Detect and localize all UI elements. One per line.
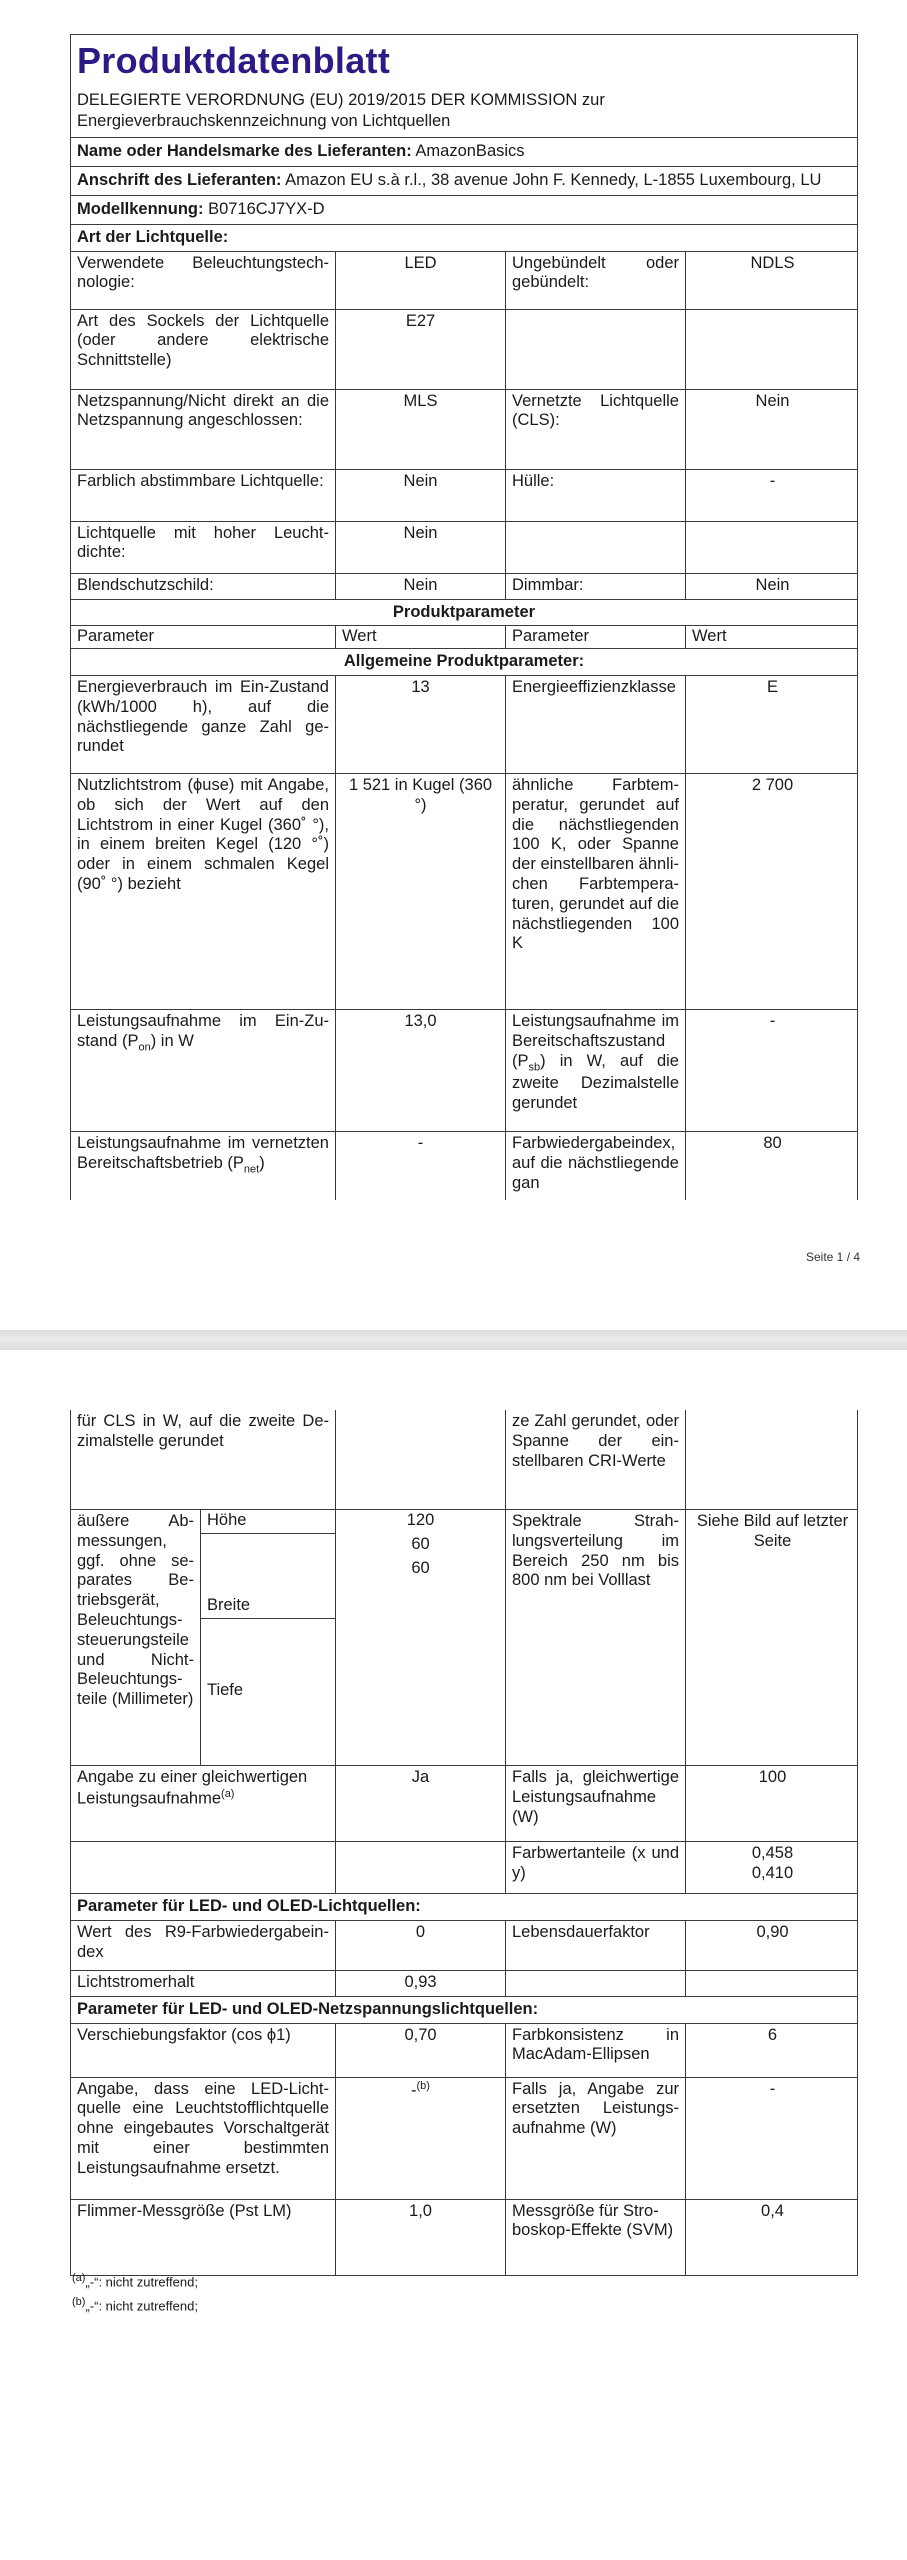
table-row bbox=[71, 522, 857, 574]
value-cell: Nein bbox=[336, 470, 506, 521]
value-cell: E bbox=[766, 678, 778, 697]
chroma-x: 0,458 bbox=[751, 1844, 794, 1862]
value-cell: Siehe Bild auf letzter Seite bbox=[696, 1512, 849, 1550]
value-cell bbox=[686, 1842, 859, 1893]
param-cell: Verschiebungsfaktor (cos ϕ1) bbox=[71, 2024, 336, 2077]
param-cell: Energieverbrauch im Ein-Zustand (kWh/1000 h), auf die nächstliegende ganze Zahl gerundet bbox=[71, 676, 336, 773]
table-row bbox=[71, 774, 857, 1010]
value-cell: 0,93 bbox=[336, 1971, 506, 1997]
supplier-name-label: Name oder Handelsmarke des Lieferanten: bbox=[77, 142, 412, 161]
table-row bbox=[71, 252, 857, 310]
table-row bbox=[71, 2200, 857, 2276]
param-cell: Dimmbar: bbox=[506, 574, 686, 600]
param-cell: Netzspannung/Nicht direkt an die Netzspannung angeschlossen: bbox=[71, 390, 336, 469]
page-title: Produktdatenblatt bbox=[77, 40, 391, 81]
value-cell: 1 521 in Kugel (360 °) bbox=[336, 774, 506, 1009]
footnote-text: „-“: nicht zutreffend; bbox=[85, 2298, 198, 2314]
value-cell bbox=[686, 522, 859, 573]
product-sheet-table bbox=[70, 34, 858, 1200]
value-cell: - bbox=[769, 471, 776, 490]
value-cell: 80 bbox=[763, 1134, 782, 1153]
value-cell: Nein bbox=[336, 574, 506, 600]
value-cell bbox=[336, 1410, 506, 1509]
table-row bbox=[71, 2078, 857, 2200]
value-cell: E27 bbox=[336, 310, 506, 389]
param-cell bbox=[506, 1971, 686, 1997]
value-cell: - bbox=[769, 2079, 776, 2098]
dimensions-cell bbox=[71, 1510, 336, 1765]
param-cell: Verwendete Beleuchtungstechnologie: bbox=[71, 252, 336, 309]
table-row bbox=[71, 310, 857, 390]
product-sheet-table-continued bbox=[70, 1410, 858, 2276]
value-cell: - bbox=[769, 1012, 776, 1031]
value-cell: Nein bbox=[755, 391, 790, 410]
regulation-line-2: Energieverbrauchskennzeichnung von Lichtquellen bbox=[77, 111, 451, 130]
supplier-address-row bbox=[71, 167, 857, 196]
value-cell: MLS bbox=[336, 390, 506, 469]
param-cell bbox=[71, 1132, 336, 1200]
param-cell: Hülle: bbox=[506, 470, 686, 521]
value-cell bbox=[336, 2078, 506, 2199]
page-number: Seite 1 / 4 bbox=[806, 1250, 861, 1264]
footnote-text: „-“: nicht zutreffend; bbox=[85, 2274, 198, 2290]
width-label: Breite bbox=[201, 1595, 336, 1619]
header-param-2: Parameter bbox=[506, 626, 686, 648]
param-cell bbox=[71, 1842, 336, 1893]
param-cell bbox=[506, 522, 686, 573]
param-cell: Vernetzte Lichtquelle (CLS): bbox=[506, 390, 686, 469]
section-led-oled-mains: Parameter für LED- und OLED-Netzspannungslichtquellen: bbox=[71, 1997, 857, 2024]
table-row bbox=[71, 1010, 857, 1132]
param-cell: Spektrale Strahlungsverteilung im Bereich 250 nm bis 800 nm bei Volllast bbox=[506, 1510, 686, 1765]
footnote-a bbox=[72, 2272, 198, 2290]
chroma-y: 0,410 bbox=[751, 1863, 794, 1882]
param-cell bbox=[71, 1010, 336, 1131]
param-cell: Nutzlichtstrom (ϕuse) mit Angabe, ob sich der Wert auf den Lichtstrom in einer Kugel (360˚ °), in einem breiten Kegel (120 °˚) oder in einem schmalen Kegel (90˚ °) bezieht bbox=[71, 774, 336, 1009]
param-cell: Wert des R9-Farbwiedergabeindex bbox=[71, 1921, 336, 1970]
text-part: ) bbox=[259, 1153, 265, 1172]
param-cell bbox=[506, 310, 686, 389]
text-part: Leistungsaufnahme im vernetzten Bereitschaftsbetrieb (P bbox=[77, 1134, 329, 1172]
depth-value: 60 bbox=[411, 1559, 430, 1577]
param-cell: Blendschutzschild: bbox=[71, 574, 336, 600]
param-cell: Angabe, dass eine LED-Lichtquelle eine Leuchtstofflichtquelle ohne eingebautes Vorschaltgerät mit einer bestimmten Leistungsaufnahme ersetzt. bbox=[71, 2078, 336, 2199]
text-part: Angabe zu einer gleichwertigen Leistungsaufnahme bbox=[77, 1768, 308, 1808]
model-label: Modellkennung: bbox=[77, 200, 204, 219]
value-cell: 13,0 bbox=[336, 1010, 506, 1131]
table-row bbox=[71, 1921, 857, 1971]
text-part: ) in W bbox=[150, 1031, 194, 1050]
supplier-name-row bbox=[71, 138, 857, 167]
param-cell bbox=[71, 1766, 336, 1841]
table-row bbox=[71, 1410, 857, 1510]
value-cell bbox=[336, 1842, 506, 1893]
value-cell: 0,4 bbox=[761, 2201, 784, 2220]
subscript: net bbox=[243, 1163, 260, 1176]
model-row bbox=[71, 196, 857, 225]
height-value: 120 bbox=[406, 1511, 435, 1529]
table-row bbox=[71, 2024, 857, 2078]
param-cell: Art des Sockels der Lichtquelle (oder andere elektrische Schnittstelle) bbox=[71, 310, 336, 389]
section-general-params: Allgemeine Produktparameter: bbox=[71, 649, 857, 676]
table-row bbox=[71, 1842, 857, 1894]
value-cell: Nein bbox=[336, 522, 506, 573]
value-cell: 100 bbox=[758, 1768, 787, 1786]
height-label: Höhe bbox=[201, 1510, 336, 1534]
param-cell: ähnliche Farbtemperatur, gerundet auf die nächstliegenden 100 K, oder Spanne der einstellbaren ähnlichen Farbtemperaturen, gerundet auf die nächstliegenden 100 K bbox=[506, 774, 686, 1009]
text-part: ) in W, auf die zweite Dezimalstelle gerundet bbox=[512, 1051, 679, 1112]
table-row bbox=[71, 1132, 857, 1200]
value-cell: 6 bbox=[767, 2025, 778, 2044]
value-cell: Nein bbox=[755, 575, 790, 594]
value-cell: Ja bbox=[336, 1766, 506, 1841]
param-cell: Farbkonsistenz in MacAdam-Ellipsen bbox=[506, 2024, 686, 2077]
param-cell: Falls ja, gleichwertige Leistungsaufnahme (W) bbox=[506, 1766, 686, 1841]
page-2 bbox=[0, 1350, 907, 2560]
table-row bbox=[71, 676, 857, 774]
value-cell bbox=[686, 1971, 859, 1997]
value-cell: NDLS bbox=[750, 253, 795, 272]
footnote-ref: (a) bbox=[221, 1787, 235, 1800]
param-cell: Lebensdauerfaktor bbox=[506, 1921, 686, 1970]
table-row bbox=[71, 1971, 857, 1997]
param-cell bbox=[506, 1010, 686, 1131]
value-cell: 2 700 bbox=[751, 776, 794, 795]
value-cell: 0,70 bbox=[336, 2024, 506, 2077]
param-cell: Ungebündelt oder gebündelt: bbox=[506, 252, 686, 309]
param-cell: ze Zahl gerundet, oder Spanne der einstellbaren CRI-Werte bbox=[506, 1410, 686, 1509]
section-led-oled: Parameter für LED- und OLED-Lichtquellen: bbox=[71, 1894, 857, 1921]
param-cell: Energieeffizienzklasse bbox=[506, 676, 686, 773]
text-part: Leistungsaufnahme im Ein-Zustand (P bbox=[77, 1012, 329, 1050]
value-cell: 0,90 bbox=[756, 1922, 789, 1941]
value-cell bbox=[686, 1410, 859, 1509]
value-cell bbox=[686, 310, 859, 389]
supplier-name-value: AmazonBasics bbox=[415, 142, 525, 161]
param-cell: für CLS in W, auf die zweite Dezimalstelle gerundet bbox=[71, 1410, 336, 1509]
footnote-mark: (a) bbox=[72, 2272, 86, 2284]
value-cell: 0 bbox=[336, 1921, 506, 1970]
section-product-params: Produktparameter bbox=[71, 600, 857, 627]
table-row bbox=[71, 390, 857, 470]
section-light-source-type: Art der Lichtquelle: bbox=[71, 225, 857, 252]
footnote-b bbox=[72, 2296, 198, 2314]
page-separator bbox=[0, 1330, 907, 1350]
regulation-line-1: DELEGIERTE VERORDNUNG (EU) 2019/2015 DER KOMMISSION zur bbox=[77, 91, 605, 110]
dimensions-label: äußere Abmessungen, ggf. ohne separates Betriebsgerät, Beleuchtungssteuerungsteile und Nicht-Beleuchtungsteile (Millimeter) bbox=[71, 1510, 201, 1765]
param-cell: Farblich abstimmbare Lichtquelle: bbox=[71, 470, 336, 521]
value-cell: - bbox=[336, 1132, 506, 1200]
supplier-address-value: Amazon EU s.à r.l., 38 avenue John F. Kennedy, L-1855 Luxembourg, LU bbox=[285, 171, 822, 190]
subscript: on bbox=[138, 1041, 151, 1054]
model-value: B0716CJ7YX-D bbox=[208, 200, 325, 219]
value-cell: 13 bbox=[336, 676, 506, 773]
header-value-2: Wert bbox=[692, 627, 727, 646]
subscript: sb bbox=[528, 1060, 541, 1073]
text-part: - bbox=[411, 2081, 417, 2100]
text-part: Leistungsaufnahme im Bereitschaftszustand (P bbox=[512, 1012, 679, 1070]
dimensions-values bbox=[336, 1510, 506, 1765]
param-cell: Lichtstromerhalt bbox=[71, 1971, 336, 1997]
table-row bbox=[71, 470, 857, 522]
column-headers bbox=[71, 626, 857, 649]
width-value: 60 bbox=[411, 1535, 430, 1553]
header-value: Wert bbox=[336, 626, 506, 648]
supplier-address-label: Anschrift des Lieferanten: bbox=[77, 171, 282, 190]
footnote-ref: (b) bbox=[416, 2079, 430, 2092]
param-cell: Messgröße für Stroboskop-Effekte (SVM) bbox=[506, 2200, 686, 2275]
table-row bbox=[71, 1766, 857, 1842]
param-cell: Falls ja, Angabe zur ersetzten Leistungsaufnahme (W) bbox=[506, 2078, 686, 2199]
param-cell: Lichtquelle mit hoher Leuchtdichte: bbox=[71, 522, 336, 573]
table-row bbox=[71, 574, 857, 600]
param-cell: Farbwiedergabeindex, auf die nächstliegende gan bbox=[506, 1132, 686, 1200]
param-cell: Flimmer-Messgröße (Pst LM) bbox=[71, 2200, 336, 2275]
header-param: Parameter bbox=[71, 626, 336, 648]
value-cell: LED bbox=[336, 252, 506, 309]
footnote-mark: (b) bbox=[72, 2296, 86, 2308]
value-cell: 1,0 bbox=[336, 2200, 506, 2275]
depth-label: Tiefe bbox=[207, 1680, 244, 1699]
param-cell: Farbwertanteile (x und y) bbox=[506, 1842, 686, 1893]
dimensions-row bbox=[71, 1510, 857, 1766]
header bbox=[71, 35, 857, 138]
